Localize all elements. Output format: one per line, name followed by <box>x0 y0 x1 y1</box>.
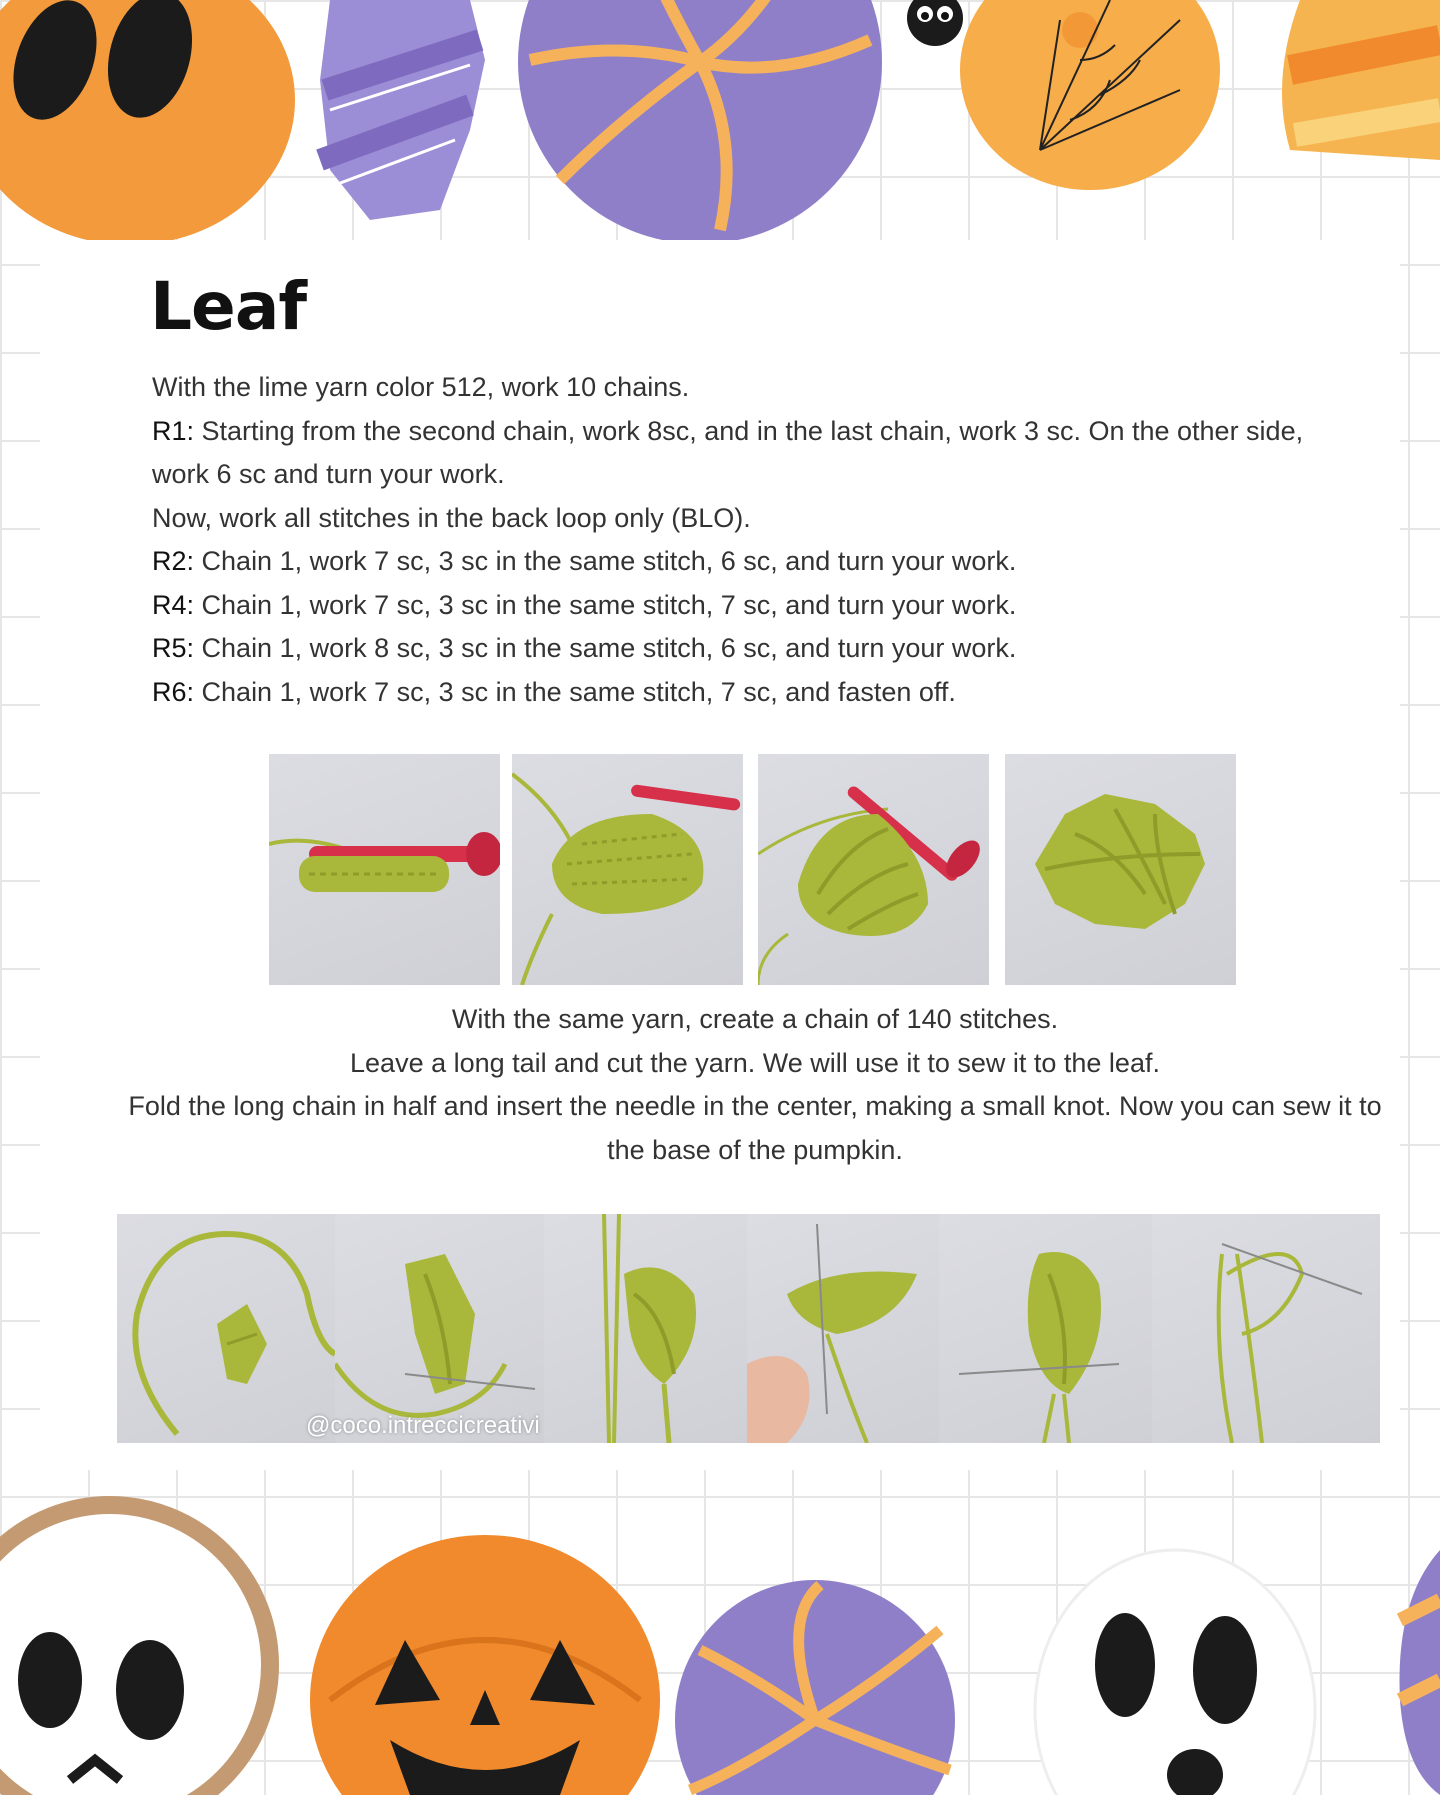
stem-line-3: Fold the long chain in half and insert the needle in the center, making a small knot. Now you can sew it to the base of the pumpkin. <box>128 1091 1382 1165</box>
instruction-r2: R2: Chain 1, work 7 sc, 3 sc in the same stitch, 6 sc, and turn your work. <box>152 546 1017 576</box>
page-title: Leaf <box>150 268 307 345</box>
instruction-r4: R4: Chain 1, work 7 sc, 3 sc in the same stitch, 7 sc, and turn your work. <box>152 589 1017 620</box>
stem-step-photo-4 <box>747 1214 939 1443</box>
credit-watermark: @coco.intreccicreativi <box>306 1412 540 1439</box>
leaf-step-photo-2 <box>512 754 743 985</box>
stem-line-2: Leave a long tail and cut the yarn. We will use it to sew it to the leaf. <box>350 1047 1160 1078</box>
round-label: R6: <box>152 676 195 707</box>
leaf-step-photo-3 <box>758 754 989 985</box>
stem-step-photo-5 <box>939 1214 1152 1443</box>
stem-step-photo-3 <box>544 1214 747 1443</box>
instruction-r1: R1: Starting from the second chain, work 8sc, and in the last chain, work 3 sc. On the other side, work 6 sc and turn your work. <box>152 415 1304 489</box>
instruction-blo-note: Now, work all stitches in the back loop only (BLO). <box>152 502 751 533</box>
round-label: R2: <box>152 546 195 576</box>
leaf-step-photo-1 <box>269 754 500 985</box>
candy-corn-icon <box>1282 0 1440 160</box>
orange-ghost-icon <box>0 0 295 245</box>
stem-instructions <box>110 998 1400 1172</box>
skull-icon <box>0 1505 270 1795</box>
ghost-icon <box>1035 1550 1315 1795</box>
jack-o-lantern-icon <box>310 1535 660 1795</box>
leaf-step-photo-4 <box>1005 754 1236 985</box>
striped-candy-icon <box>320 0 485 220</box>
instruction-r6: R6: Chain 1, work 7 sc, 3 sc in the same stitch, 7 sc, and fasten off. <box>152 676 956 707</box>
pumpkin-web-icon <box>960 0 1220 190</box>
instruction-r5: R5: Chain 1, work 8 sc, 3 sc in the same stitch, 6 sc, and turn your work. <box>152 633 1017 663</box>
stem-step-photo-6 <box>1152 1214 1380 1443</box>
instruction-intro: With the lime yarn color 512, work 10 chains. <box>152 372 690 402</box>
swirl-lollipop-icon <box>518 0 882 244</box>
round-label: R5: <box>152 633 195 663</box>
round-label: R4: <box>152 589 195 620</box>
leaf-instructions <box>152 366 1352 714</box>
stem-line-1: With the same yarn, create a chain of 140 stitches. <box>451 1004 1059 1034</box>
swirl-lollipop-bottom-icon <box>675 1580 955 1795</box>
spider-icon <box>907 0 963 46</box>
striped-candy-bottom-icon <box>1400 1550 1440 1795</box>
round-label: R1: <box>152 415 195 446</box>
stem-step-photo-1 <box>117 1214 335 1443</box>
stem-step-photo-2 <box>335 1214 544 1443</box>
